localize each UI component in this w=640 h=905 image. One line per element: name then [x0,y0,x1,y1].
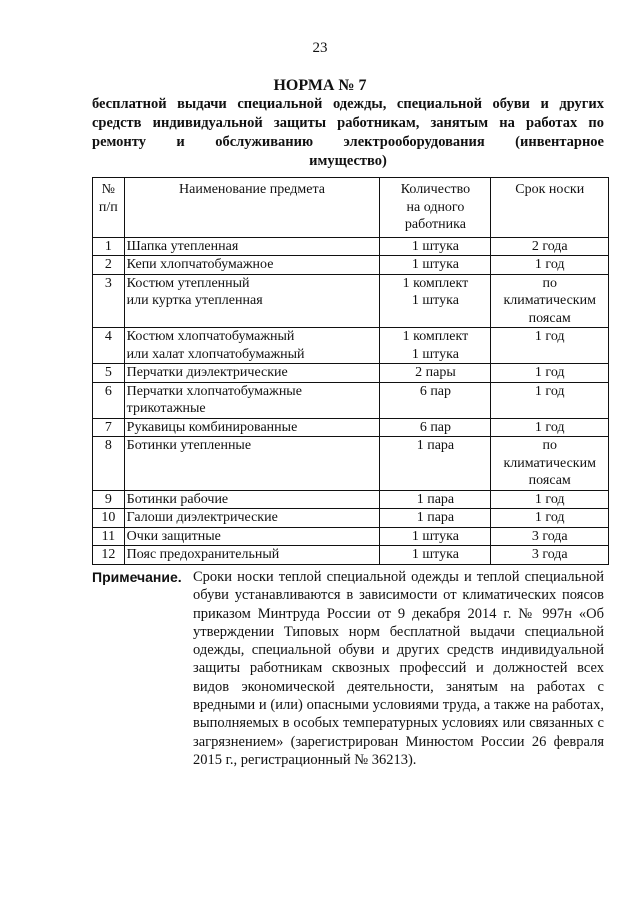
item-name-line: Пояс предохранительный [126,547,280,562]
item-term [491,364,609,383]
table-row [93,382,609,418]
item-name-line: Рукавицы комбинированные [126,419,298,435]
norm-table [92,177,609,565]
item-quantity [380,527,491,546]
item-name-line: Шапка утепленная [126,238,239,254]
item-quantity [380,274,491,328]
item-name-line: трикотажные [126,401,206,416]
item-quantity [380,437,491,491]
note-text: Сроки носки теплой специальной одежды и теплой специальной обуви устанавливаются в зависимости от климатических поясов приказом Минтруда России от 9 декабря 2014 г. № 997н «Об утверждении Типовых норм бесплатной выдачи специальной одежды, специальной обуви и других средств индивидуальной защиты работникам сквозных профессий и должностей всех видов экономической деятельности, занятым на работах с вредными и (или) опасными условиями труда, а также на работах, выполняемых в особых температурных условиях или связанных с загрязнением» (зарегистрирован Минюстом России 26 февраля 2015 г., регистрационный № 36213). [193,569,604,768]
item-name-line: Костюм утепленный [126,275,250,291]
subtitle-main: бесплатной выдачи специальной одежды, специальной обуви и других средств индивидуальной защиты работникам, занятым на работах по ремонту и обслуживанию электрооборудования (инвентарное [92,96,604,150]
item-name [124,418,380,437]
table-row [93,546,609,565]
header-num [93,178,125,238]
row-number: 8 [93,437,125,491]
item-term-line: 3 года [531,547,568,562]
row-number: 3 [93,274,125,328]
item-term-line: 1 год [534,329,565,344]
page-number: 23 [312,40,328,56]
item-quantity-line: 1 пара [416,491,455,507]
row-number: 12 [93,546,125,565]
header-qty-line: Количество [400,182,471,197]
item-name [124,237,380,256]
item-name [124,527,380,546]
subtitle-last-line: имущество) [309,153,387,169]
item-term [491,256,609,275]
item-name-line: Ботинки утепленные [126,438,252,453]
item-name-line: Галоши диэлектрические [126,510,278,525]
item-quantity [380,328,491,364]
item-quantity [380,256,491,275]
row-number: 4 [93,328,125,364]
item-term-line: 1 год [534,365,565,380]
table-row [93,437,609,491]
header-name: Наименование предмета [124,178,380,238]
item-quantity-line: 1 штука [411,257,459,272]
item-name-line: Ботинки рабочие [126,491,229,507]
table-row [93,509,609,528]
row-number: 5 [93,364,125,383]
header-num-line: п/п [98,199,118,215]
header-qty-line: работника [404,217,466,232]
item-term [491,237,609,256]
row-number: 1 [93,237,125,256]
item-name-line: Кепи хлопчатобумажное [126,257,274,272]
table-body [93,237,609,564]
item-term [491,490,609,509]
item-name [124,364,380,383]
row-number: 11 [93,527,125,546]
item-term-line: 1 год [534,419,565,435]
item-term [491,546,609,565]
item-term [491,509,609,528]
note-label: Примечание. [92,569,182,585]
item-quantity-line: 1 пара [416,438,455,453]
note [92,568,604,769]
item-term-line: 1 год [534,491,565,507]
table-row [93,418,609,437]
table-row [93,527,609,546]
row-number: 7 [93,418,125,437]
item-quantity-line: 1 штука [411,547,459,562]
item-quantity [380,546,491,565]
item-quantity [380,382,491,418]
table-row [93,237,609,256]
item-quantity-line: 1 штука [411,528,459,544]
item-term-line: по [542,275,557,291]
item-quantity [380,237,491,256]
document-subtitle [92,95,604,171]
item-term-line: по [542,438,557,453]
item-quantity-line: 6 пар [419,383,452,399]
item-term-line: поясам [528,310,571,326]
item-term-line: поясам [528,473,571,488]
item-term-line: 1 год [534,383,565,399]
header-qty [380,178,491,238]
item-quantity-line: 6 пар [419,419,452,435]
item-term-line: климатическим [503,455,596,471]
item-name-line: Перчатки хлопчатобумажные [126,383,302,399]
item-name [124,328,380,364]
item-term [491,274,609,328]
row-number: 6 [93,382,125,418]
item-quantity-line: 1 штука [411,238,459,254]
item-name-line: Перчатки диэлектрические [126,365,288,380]
item-term [491,328,609,364]
item-quantity-line: 2 пары [415,365,456,380]
item-term-line: 3 года [531,528,568,544]
item-term-line: 2 года [531,238,568,254]
item-name-line: или куртка утепленная [126,293,263,308]
item-name-line: Очки защитные [126,528,221,544]
row-number: 9 [93,490,125,509]
item-quantity-line: 1 комплект [402,329,469,344]
item-term-line: климатическим [503,293,596,308]
item-term [491,382,609,418]
item-term [491,527,609,546]
item-quantity [380,490,491,509]
table-row [93,256,609,275]
item-quantity [380,509,491,528]
item-name [124,509,380,528]
header-qty-line: на одного [406,199,465,215]
document-title: НОРМА № 7 [273,77,367,94]
header-num-line: № [101,182,116,197]
item-term-line: 1 год [534,257,565,272]
item-term [491,418,609,437]
item-quantity-line: 1 пара [416,510,455,525]
item-name [124,437,380,491]
header-term: Срок носки [491,178,609,238]
item-quantity [380,364,491,383]
table-row [93,364,609,383]
item-name-line: или халат хлопчатобумажный [126,346,305,362]
item-quantity-line: 1 комплект [402,275,469,291]
item-quantity [380,418,491,437]
table-row [93,274,609,328]
item-name [124,256,380,275]
item-quantity-line: 1 штука [411,346,459,362]
table-row [93,490,609,509]
item-quantity-line: 1 штука [411,293,459,308]
row-number: 2 [93,256,125,275]
item-name [124,546,380,565]
item-term-line: 1 год [534,510,565,525]
item-term [491,437,609,491]
item-name [124,274,380,328]
item-name [124,490,380,509]
table-row [93,328,609,364]
item-name [124,382,380,418]
table-header-row [93,178,609,238]
row-number: 10 [93,509,125,528]
item-name-line: Костюм хлопчатобумажный [126,329,295,344]
